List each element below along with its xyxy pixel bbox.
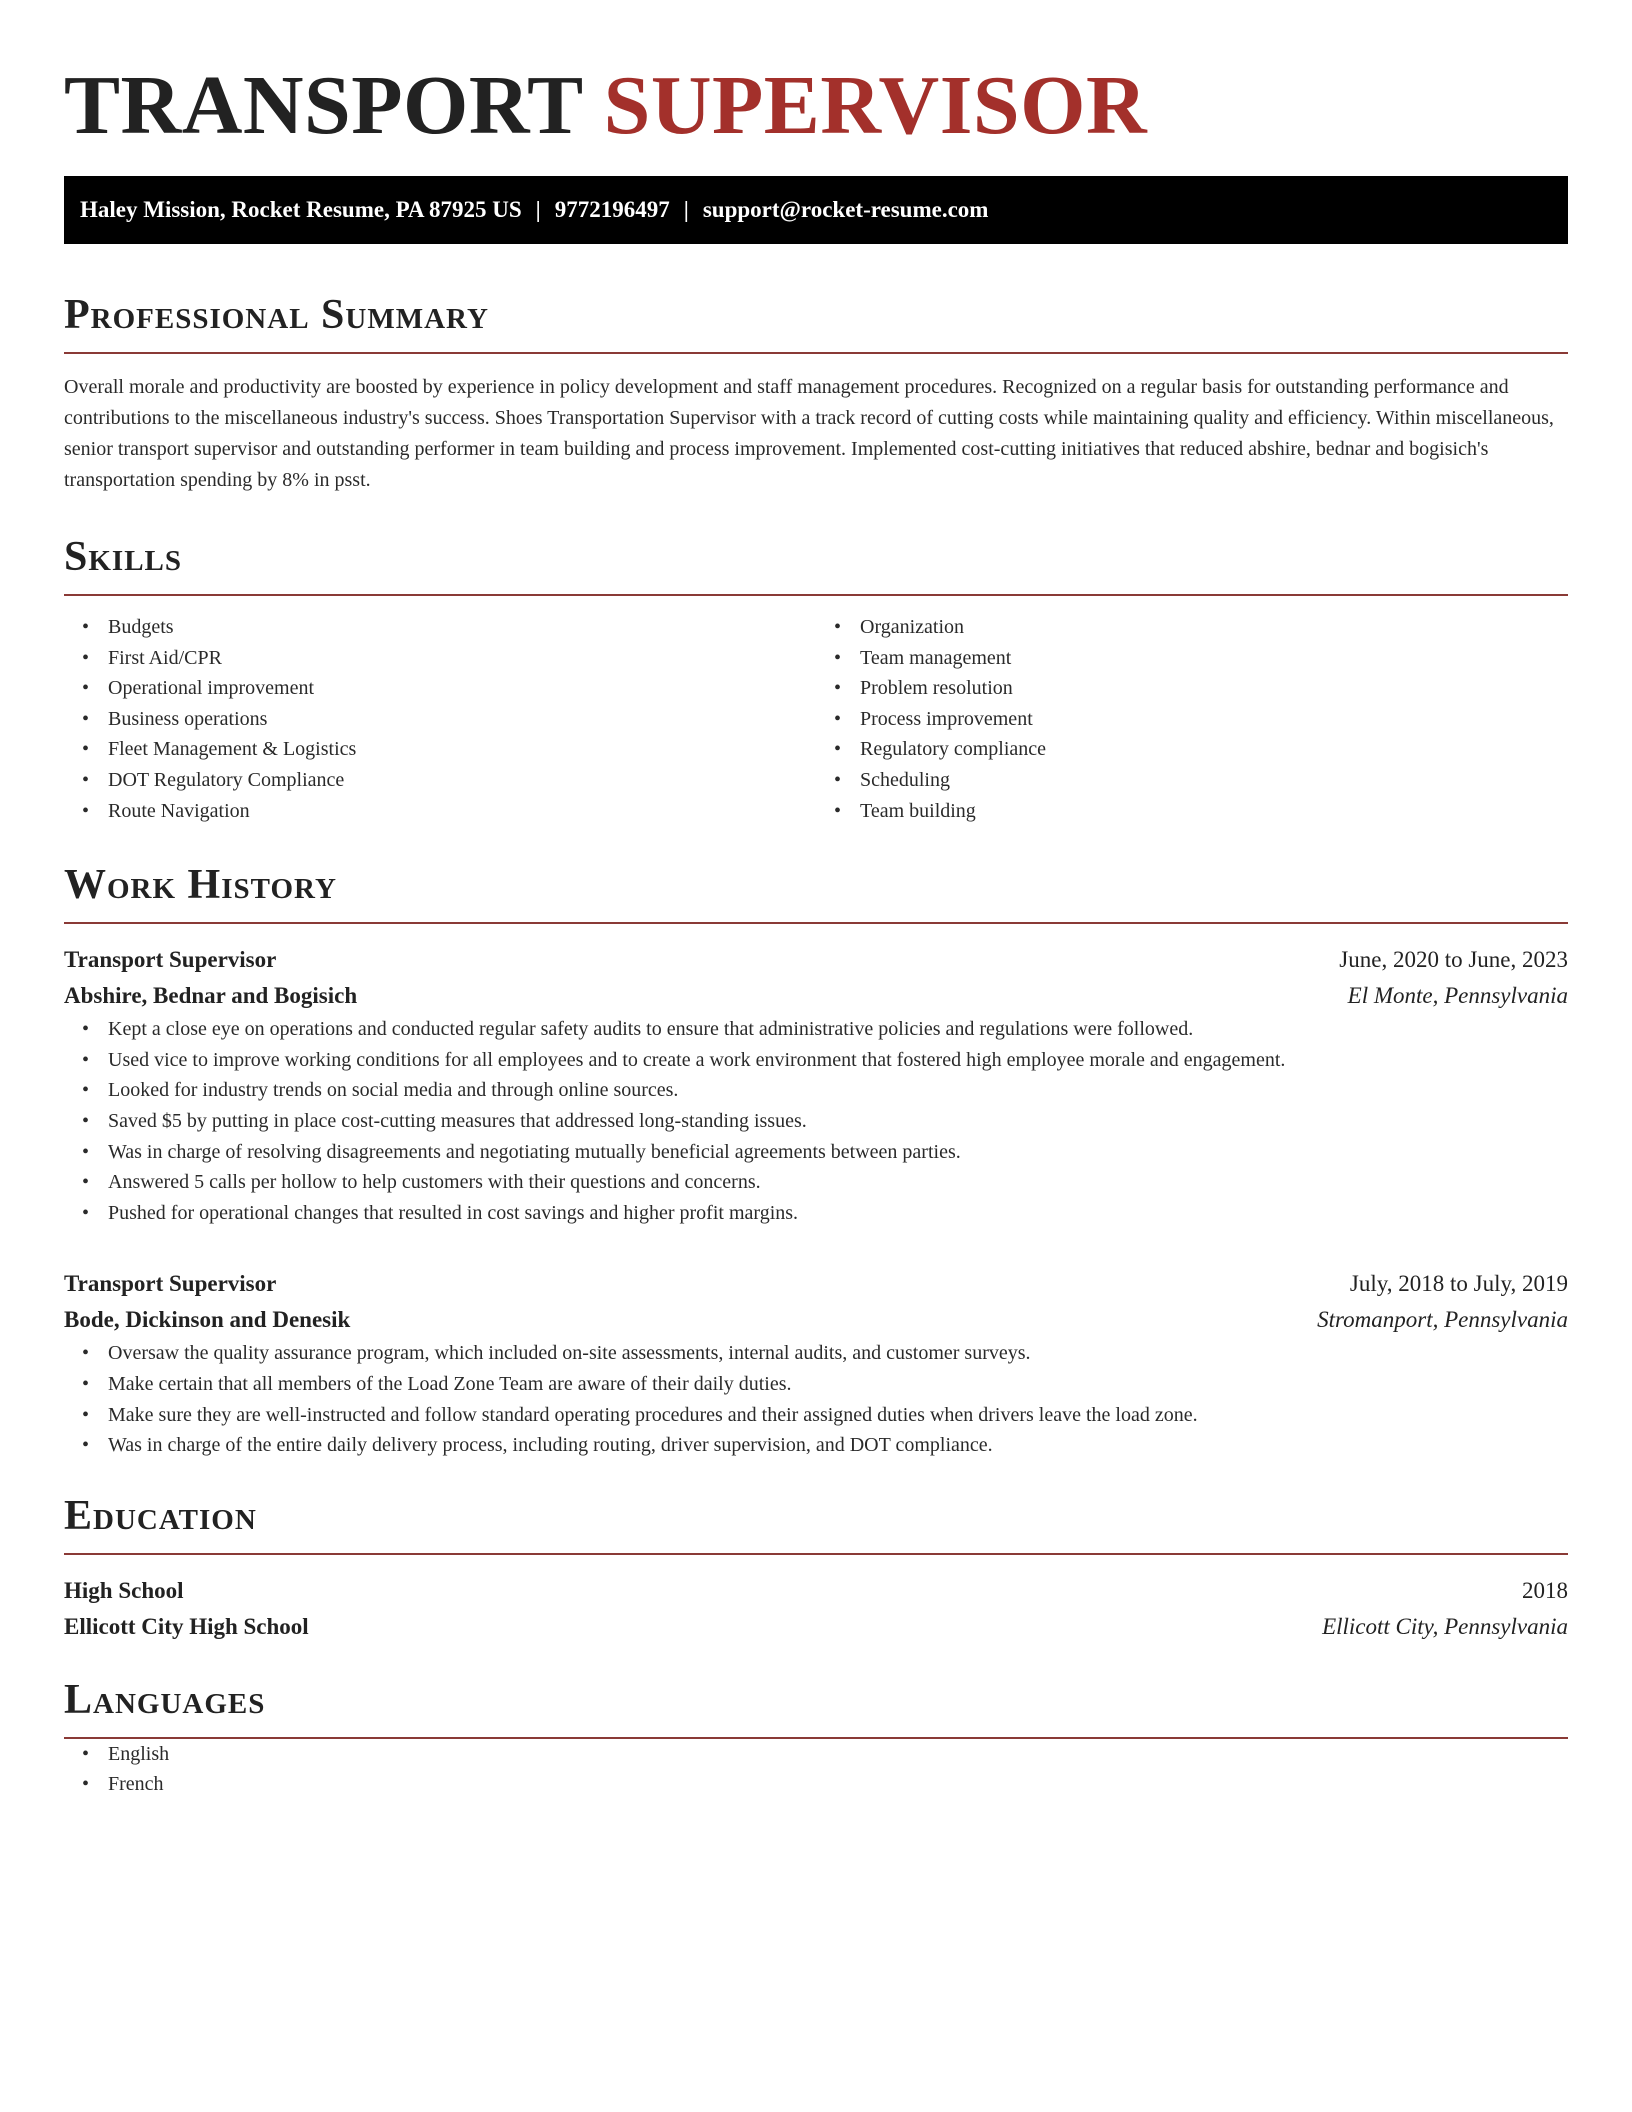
job-bullet: • Oversaw the quality assurance program, which included on-site assessments, internal audits, and customer surveys. (108, 1338, 1568, 1369)
job-entry (64, 942, 1568, 1228)
skills-column-right (816, 612, 1568, 826)
job-bullet: • Used vice to improve working conditions for all employees and to create a work environment that fostered high employee morale and engagement. (108, 1045, 1568, 1076)
job-bullet: • Saved $5 by putting in place cost-cutting measures that addressed long-standing issues. (108, 1106, 1568, 1137)
skills-column-left (64, 612, 816, 826)
job-location: El Monte, Pennsylvania (1347, 983, 1568, 1009)
skill-item: • First Aid/CPR (108, 643, 816, 674)
job-bullet: • Looked for industry trends on social media and through online sources. (108, 1075, 1568, 1106)
skill-item: • Team building (860, 796, 1568, 827)
section-divider (64, 922, 1568, 924)
title-second-word: SUPERVISOR (603, 59, 1148, 152)
job-company-row (64, 1302, 1568, 1338)
education-school-row (64, 1609, 1568, 1645)
contact-bar (64, 176, 1568, 244)
section-heading: Languages (64, 1676, 266, 1723)
skill-item: • Budgets (108, 612, 816, 643)
job-location: Stromanport, Pennsylvania (1317, 1307, 1568, 1333)
education-year: 2018 (1522, 1577, 1568, 1603)
skill-item: • Organization (860, 612, 1568, 643)
job-bullet: • Make sure they are well-instructed and follow standard operating procedures and their assigned duties when drivers leave the load zone. (108, 1400, 1568, 1431)
contact-address: Haley Mission, Rocket Resume, PA 87925 US (80, 197, 522, 222)
job-dates: July, 2018 to July, 2019 (1349, 1271, 1568, 1297)
job-title: Transport Supervisor (64, 1271, 277, 1297)
skill-item: • Route Navigation (108, 796, 816, 827)
section-heading: Education (64, 1492, 257, 1539)
education-entry (64, 1573, 1568, 1645)
summary-text: Overall morale and productivity are boosted by experience in policy development and staff management procedures. Recognized on a regular basis for outstanding performance and contributions to the miscellaneous industry's success. Shoes Transportation Supervisor with a track record of cutting costs while maintaining quality and efficiency. Within miscellaneous, senior transport supervisor and outstanding performer in team building and process improvement. Implemented cost-cutting initiatives that reduced abshire, bednar and bogisich's transportation spending by 8% in psst. (64, 376, 1554, 491)
job-company: Bode, Dickinson and Denesik (64, 1307, 351, 1333)
title-first-word: TRANSPORT (64, 59, 583, 152)
skills-grid (64, 612, 1568, 826)
language-item: • English (108, 1739, 1568, 1770)
education-school: Ellicott City High School (64, 1613, 309, 1639)
job-bullet: • Pushed for operational changes that resulted in cost savings and higher profit margins. (108, 1198, 1568, 1229)
section-heading: Professional Summary (64, 292, 489, 338)
education-degree-row (64, 1573, 1568, 1609)
section-divider (64, 1553, 1568, 1555)
job-bullet: • Make certain that all members of the Load Zone Team are aware of their daily duties. (108, 1369, 1568, 1400)
skill-item: • Operational improvement (108, 673, 816, 704)
job-header-row (64, 1266, 1568, 1302)
section-divider (64, 594, 1568, 596)
section-divider (64, 352, 1568, 354)
job-company: Abshire, Bednar and Bogisich (64, 983, 358, 1009)
job-company-row (64, 978, 1568, 1014)
language-item: • French (108, 1769, 1568, 1800)
languages-list (64, 1739, 1568, 1800)
contact-separator: | (535, 197, 541, 222)
skills-section (64, 530, 1568, 826)
skill-item: • Problem resolution (860, 673, 1568, 704)
skill-item: • Regulatory compliance (860, 734, 1568, 765)
summary-section (64, 288, 1568, 496)
work-history-section (64, 858, 1568, 1461)
job-bullet: • Was in charge of the entire daily delivery process, including routing, driver supervision, and DOT compliance. (108, 1430, 1568, 1461)
job-bullets (64, 1338, 1568, 1460)
skill-item: • Fleet Management & Logistics (108, 734, 816, 765)
contact-email: support@rocket-resume.com (702, 197, 989, 222)
job-dates: June, 2020 to June, 2023 (1339, 947, 1568, 973)
job-bullet: • Kept a close eye on operations and conducted regular safety audits to ensure that administrative policies and regulations were followed. (108, 1014, 1568, 1045)
contact-phone: 9772196497 (554, 197, 670, 222)
contact-separator: | (683, 197, 689, 222)
job-bullet: • Was in charge of resolving disagreements and negotiating mutually beneficial agreements between parties. (108, 1137, 1568, 1168)
skill-item: • DOT Regulatory Compliance (108, 765, 816, 796)
job-title: Transport Supervisor (64, 947, 277, 973)
education-location: Ellicott City, Pennsylvania (1322, 1613, 1568, 1639)
skill-item: • Scheduling (860, 765, 1568, 796)
job-bullets (64, 1014, 1568, 1228)
education-degree: High School (64, 1577, 184, 1603)
section-heading: Skills (64, 534, 183, 580)
job-entry (64, 1266, 1568, 1460)
skill-item: • Business operations (108, 704, 816, 735)
skill-item: • Process improvement (860, 704, 1568, 735)
skill-item: • Team management (860, 643, 1568, 674)
languages-section (64, 1673, 1568, 1800)
resume-title (64, 0, 1568, 156)
section-heading: Work History (64, 862, 337, 909)
job-bullet: • Answered 5 calls per hollow to help customers with their questions and concerns. (108, 1167, 1568, 1198)
education-section (64, 1489, 1568, 1645)
job-header-row (64, 942, 1568, 978)
